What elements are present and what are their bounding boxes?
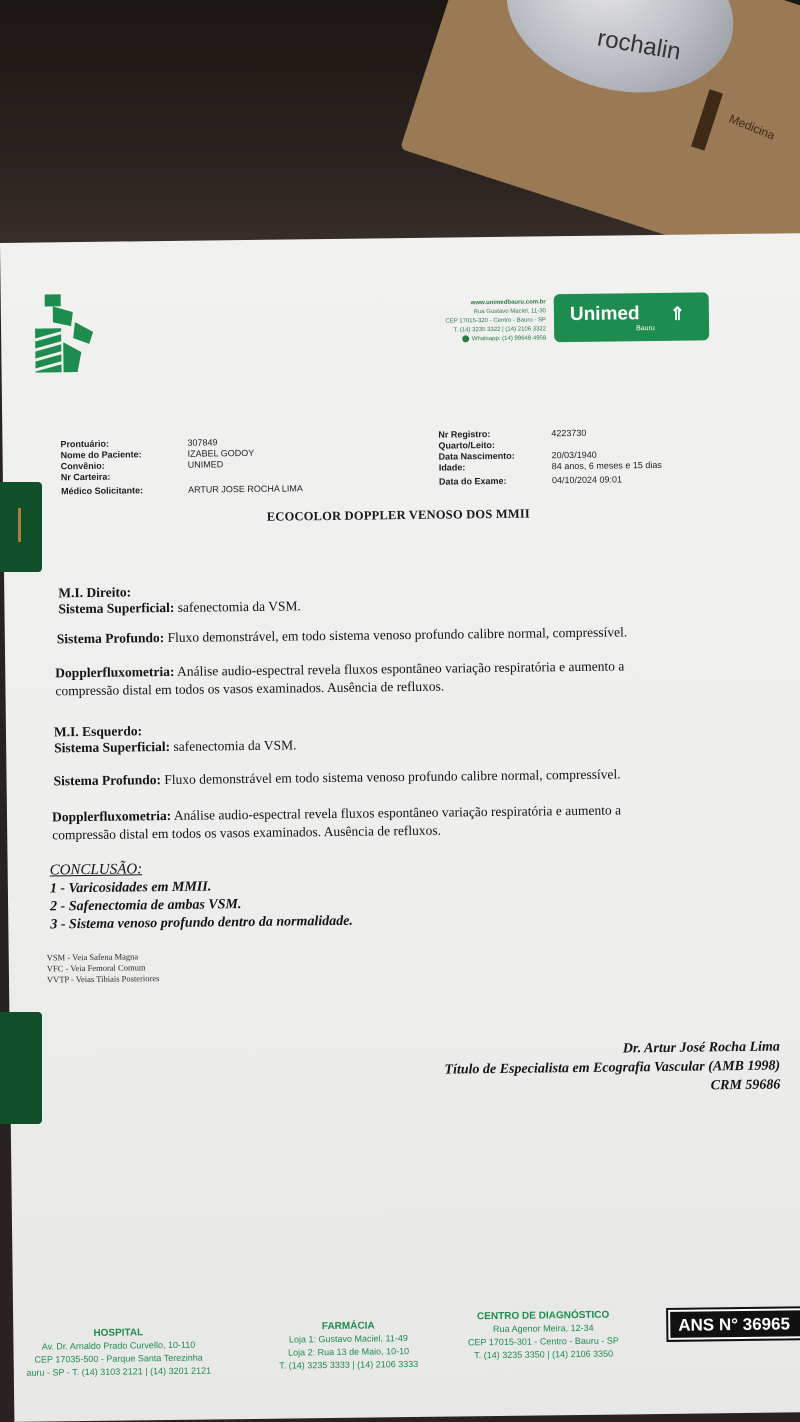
left-deep-line (53, 766, 620, 789)
info-label: Nr Registro: (438, 429, 491, 440)
brand-city: Bauru (636, 325, 655, 333)
footer-line: auru - SP - T. (14) 3103 2121 | (14) 3201 2121 (26, 1365, 212, 1378)
doppler-text: Análise audio-espectral revela fluxos espontâneo variação respiratória e aumento a (174, 658, 625, 679)
info-label: Idade: (438, 462, 466, 473)
doppler-label: Dopplerfluxometria: (55, 663, 175, 681)
ans-registration-badge: ANS N° 36965 (668, 1308, 800, 1340)
right-doppler-line-1 (55, 658, 624, 681)
doctor-name: Dr. Artur José Rocha Lima (622, 1039, 780, 1057)
exam-title: ECOCOLOR DOPPLER VENOSO DOS MMII (266, 506, 530, 524)
abbreviation-item: VSM - Veia Safena Magna (46, 951, 139, 963)
info-value: 4223730 (551, 427, 587, 439)
unimed-hospital-logo-icon (31, 292, 98, 375)
folder-tab (0, 1012, 42, 1124)
doctor-crm: CRM 59686 (710, 1077, 781, 1094)
unimed-tree-icon: ⇑ (669, 303, 686, 324)
footer-line: CEP 17035-500 - Parque Santa Terezinha (34, 1352, 203, 1365)
left-doppler-line-2: compressão distal em todos os vasos examinados. Ausência de refluxos. (52, 822, 442, 843)
unimed-brand-badge (554, 292, 710, 342)
deep-text: Fluxo demonstrável em todo sistema venoso profundo calibre normal, compressível. (160, 766, 621, 788)
patient-info-right (438, 427, 662, 488)
footer-farmacia (248, 1319, 449, 1373)
superficial-label: Sistema Superficial: (54, 738, 171, 756)
header-phone: T. (14) 3235 3322 | (14) 2106 3322 (453, 326, 547, 334)
brand-name: Unimed (569, 303, 640, 326)
doppler-label: Dopplerfluxometria: (51, 807, 172, 825)
right-superficial-line (58, 598, 301, 617)
footer-line: Loja 1: Gustavo Maciel, 11-49 (288, 1333, 408, 1345)
info-value: IZABEL GODOY (187, 447, 255, 459)
folder-tab (0, 482, 42, 572)
info-label: Quarto/Leito: (438, 439, 496, 451)
conclusion-item: 1 - Varicosidades em MMII. (49, 879, 212, 897)
header-cep: CEP 17015-320 - Centro - Bauru - SP (445, 317, 547, 325)
header-contact (361, 298, 547, 345)
info-label: Prontuário: (60, 438, 110, 450)
info-value: 04/10/2024 09:01 (551, 474, 623, 486)
doppler-text: Análise audio-espectral revela fluxos espontâneo variação respiratória e aumento a (171, 802, 622, 823)
doctor-title: Título de Especialista em Ecografia Vascular (AMB 1998) (444, 1058, 781, 1078)
left-doppler-line-1 (52, 802, 621, 825)
header-address: Rua Gustavo Maciel, 11-30 (473, 308, 546, 316)
footer-centro (443, 1308, 644, 1362)
info-label: Data Nascimento: (438, 450, 515, 462)
superficial-text: safenectomia da VSM. (169, 737, 297, 754)
footer-line: Rua Agenor Meira, 12-34 (492, 1322, 594, 1335)
right-deep-line (57, 624, 628, 647)
footer-hospital (0, 1325, 244, 1380)
deep-label: Sistema Profundo: (56, 630, 165, 647)
footer-line: Av. Dr. Arnaldo Prado Curvello, 10-110 (41, 1339, 196, 1352)
info-label: Médico Solicitante: (60, 485, 144, 497)
info-value: 84 anos, 6 meses e 15 dias (551, 459, 662, 472)
website-link[interactable]: www.unimedbauru.com.br (470, 299, 546, 307)
info-value: 307849 (187, 437, 218, 448)
info-value: UNIMED (187, 459, 224, 470)
conclusion-item: 2 - Safenectomia de ambas VSM. (50, 897, 242, 915)
info-label: Data do Exame: (438, 475, 507, 487)
footer-line: T. (14) 3235 3350 | (14) 2106 3350 (474, 1348, 614, 1361)
left-superficial-line (54, 737, 297, 756)
info-label: Convênio: (60, 460, 105, 472)
footer-line: CEP 17015-301 - Centro - Bauru - SP (467, 1335, 619, 1348)
patient-info-left (60, 436, 303, 497)
header-whatsapp: Whatsapp: (14) 99648 4958 (471, 335, 547, 343)
cd-label: rochalin (595, 24, 683, 66)
footer-line: T. (14) 3235 3333 | (14) 2106 3333 (279, 1358, 419, 1371)
info-label: Nr Carteira: (60, 471, 111, 483)
deep-label: Sistema Profundo: (53, 772, 162, 789)
info-row (439, 474, 662, 488)
footer-heading: HOSPITAL (93, 1327, 144, 1339)
board-text: Medicina (727, 111, 777, 143)
superficial-label: Sistema Superficial: (58, 599, 175, 617)
report-page (0, 233, 800, 1422)
info-row (439, 460, 662, 474)
footer-line: Loja 2: Rua 13 de Maio, 10-10 (287, 1346, 410, 1358)
info-row (61, 483, 303, 497)
footer-heading: FARMÁCIA (321, 1320, 375, 1333)
superficial-text: safenectomia da VSM. (174, 598, 301, 615)
info-value: 20/03/1940 (551, 449, 597, 461)
abbreviations-list (47, 951, 160, 985)
whatsapp-icon (462, 335, 469, 342)
right-doppler-line-2: compressão distal em todos os vasos examinados. Ausência de refluxos. (55, 678, 445, 699)
info-value: ARTUR JOSE ROCHA LIMA (187, 483, 303, 495)
right-limb-heading: M.I. Direito: (58, 584, 132, 601)
left-limb-heading: M.I. Esquerdo: (53, 723, 143, 740)
info-row (61, 469, 303, 483)
deep-text: Fluxo demonstrável, em todo sistema venoso profundo calibre normal, compressível. (164, 624, 628, 646)
abbreviation-item: VFC - Veia Femoral Comum (46, 962, 146, 974)
conclusion-item: 3 - Sistema venoso profundo dentro da normalidade. (50, 913, 353, 933)
conclusion-heading: CONCLUSÃO: (49, 861, 143, 879)
info-label: Nome do Paciente: (60, 449, 142, 461)
footer-heading: CENTRO DE DIAGNÓSTICO (476, 1309, 610, 1323)
abbreviation-item: VVTP - Veias Tibiais Posteriores (46, 973, 160, 985)
